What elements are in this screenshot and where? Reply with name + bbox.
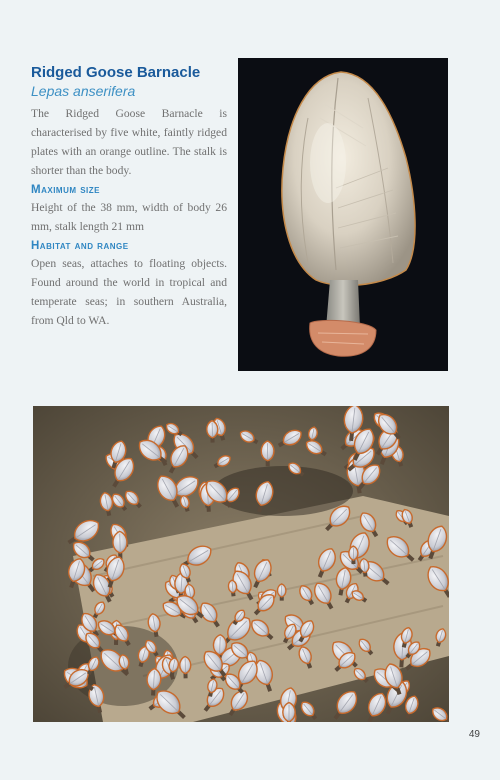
page-number: 49 <box>468 729 480 740</box>
barnacle-specimen-photo <box>238 58 448 371</box>
species-description: The Ridged Goose Barnacle is characterised by five white, faintly ridged plates with an orange outline. The stalk is shorter than the body. <box>31 107 227 177</box>
species-text-column <box>31 63 227 330</box>
habitat-range-text: Open seas, attaches to floating objects. Found around the world in tropical and temperate seas; in southern Australia, from Qld to WA. <box>31 257 227 327</box>
barnacle-colony-photo <box>33 406 449 722</box>
species-latin-name: Lepas anserifera <box>31 83 136 99</box>
species-title: Ridged Goose Barnacle <box>31 64 201 81</box>
maximum-size-heading: Maximum size <box>31 184 100 196</box>
habitat-range-heading: Habitat and range <box>31 240 129 252</box>
maximum-size-text: Height of the 38 mm, width of body 26 mm, stalk length 21 mm <box>31 201 227 233</box>
